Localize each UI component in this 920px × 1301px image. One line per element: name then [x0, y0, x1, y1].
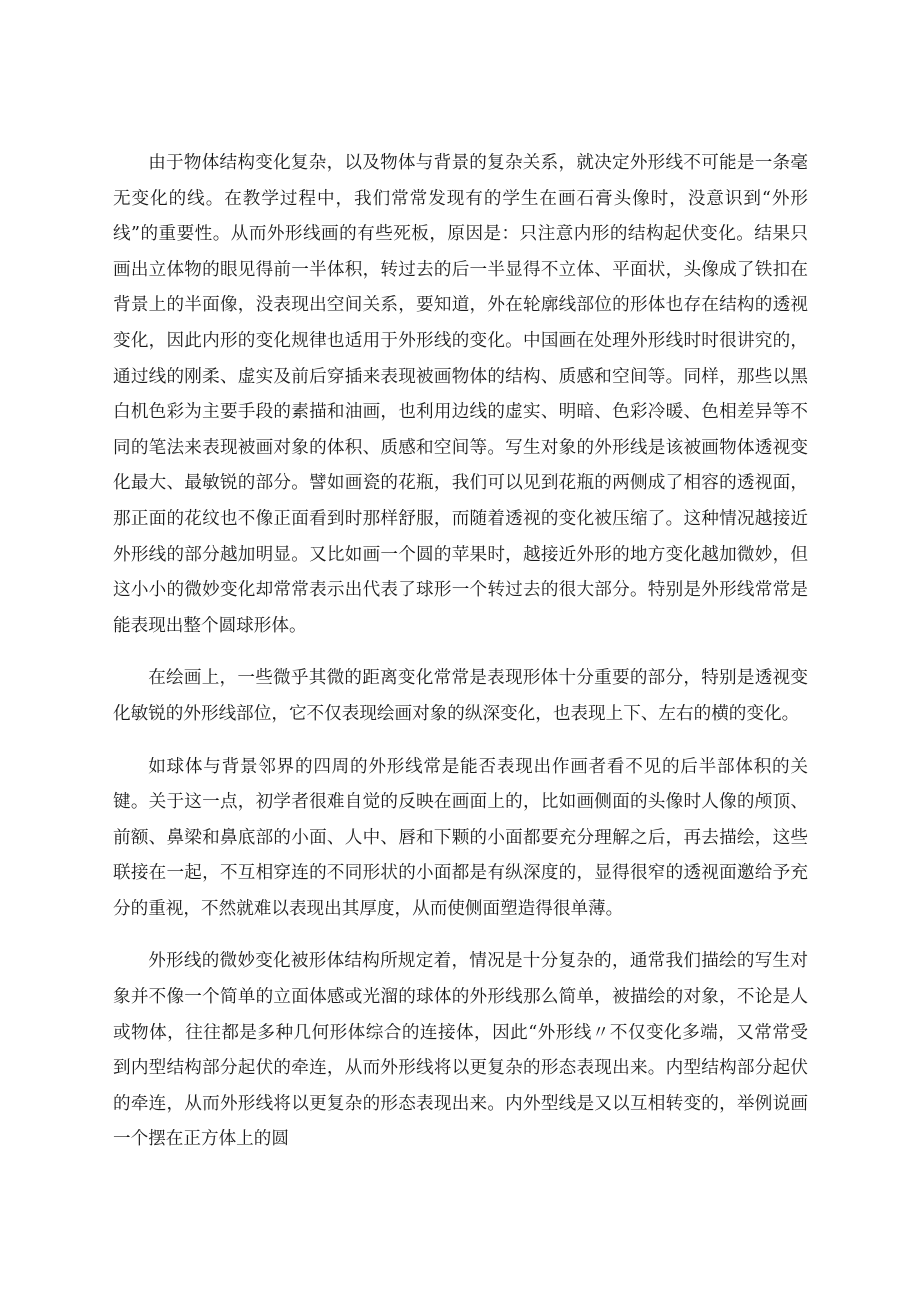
paragraph-4: 外形线的微妙变化被形体结构所规定着，情况是十分复杂的，通常我们描绘的写生对象并不像一个简单的立面体感或光溜的球体的外形线那么简单，被描绘的对象，不论是人或物体，往往都是多种几何形体综合的连接体，因此“外形线〃不仅变化多端，又常常受到内型结构部分起伏的牵连，从而外形线将以更复杂的形态表现出来。内型结构部分起伏的牵连，从而外形线将以更复杂的形态表现出来。内外型线是又以互相转变的，举例说画一个摆在正方体上的圆 — [113, 951, 808, 1150]
paragraph-1: 由于物体结构变化复杂，以及物体与背景的复杂关系，就决定外形线不可能是一条毫无变化的线。在教学过程中，我们常常发现有的学生在画石膏头像时，没意识到“外形线”的重要性。从而外形线画的有些死板，原因是：只注意内形的结构起伏变化。结果只画出立体物的眼见得前一半体积，转过去的后一半显得不立体、平面状，头像成了铁扣在背景上的半面像，没表现出空间关系，要知道，外在轮廓线部位的形体也存在结构的透视变化，因此内形的变化规律也适用于外形线的变化。中国画在处理外形线时时很讲究的，通过线的刚柔、虚实及前后穿插来表现被画物体的结构、质感和空间等。同样，那些以黑白机色彩为主要手段的素描和油画，也利用边线的虚实、明暗、色彩冷暖、色相差异等不同的笔法来表现被画对象的体积、质感和空间等。写生对象的外形线是该被画物体透视变化最大、最敏锐的部分。譬如画瓷的花瓶，我们可以见到花瓶的两侧成了相容的透视面，那正面的花纹也不像正面看到时那样舒服，而随着透视的变化被压缩了。这种情况越接近外形线的部分越加明显。又比如画一个圆的苹果时，越接近外形的地方变化越加微妙，但这小小的微妙变化却常常表示出代表了球形一个转过去的很大部分。特别是外形线常常是能表现出整个圆球形体。 — [113, 153, 808, 636]
paragraph-2: 在绘画上，一些微乎其微的距离变化常常是表现形体十分重要的部分，特别是透视变化敏锐的外形线部位，它不仅表现绘画对象的纵深变化，也表现上下、左右的横的变化。 — [113, 668, 808, 724]
paragraph-3: 如球体与背景邻界的四周的外形线常是能否表现出作画者看不见的后半部体积的关键。关于这一点，初学者很难自觉的反映在画面上的，比如画侧面的头像时人像的颅顶、前额、鼻梁和鼻底部的小面、人中、唇和下颗的小面都要充分理解之后，再去描绘，这些联接在一起，不互相穿连的不同形状的小面都是有纵深度的，显得很窄的透视面邀给予充分的重视，不然就难以表现出其厚度，从而使侧面塑造得很单薄。 — [113, 756, 808, 919]
document-body — [113, 146, 808, 1158]
